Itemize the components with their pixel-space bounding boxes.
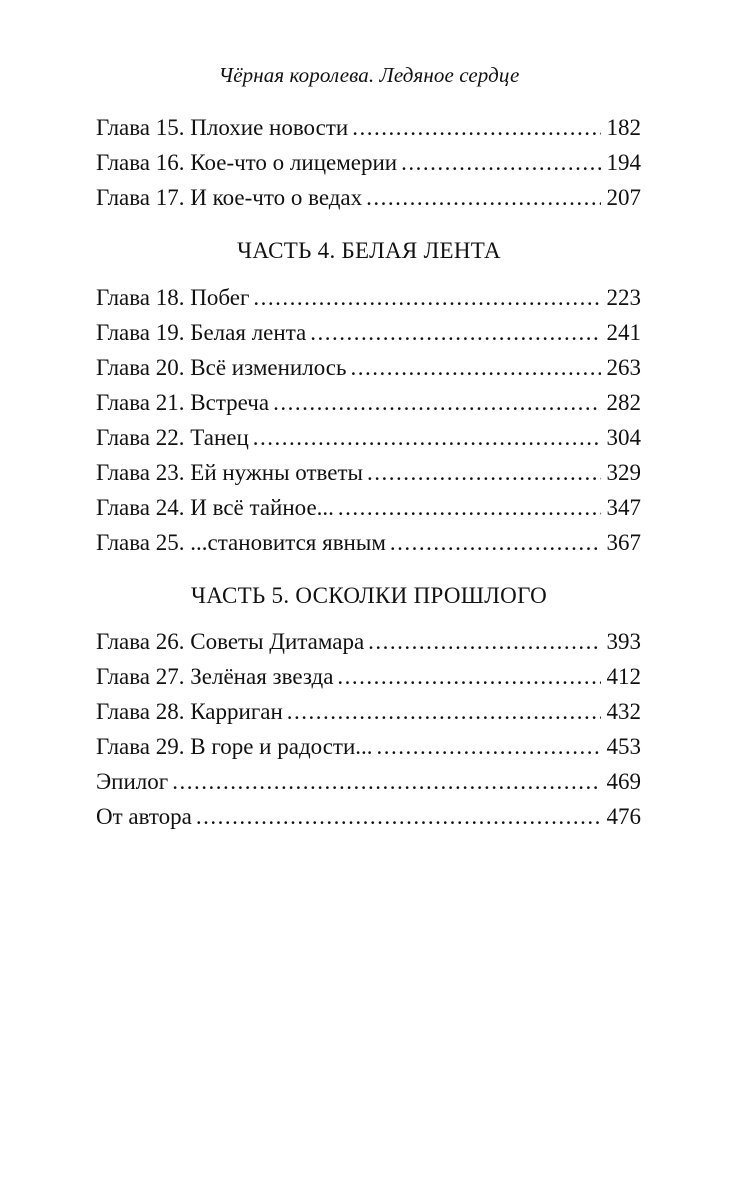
part-5-heading: ЧАСТЬ 5. ОСКОЛКИ ПРОШЛОГО bbox=[190, 583, 548, 608]
toc-entry-title: Глава 26. Советы Дитамара bbox=[96, 629, 365, 654]
toc-entry-page: 194 bbox=[606, 150, 641, 175]
part-4-heading: ЧАСТЬ 4. БЕЛАЯ ЛЕНТА bbox=[237, 238, 501, 263]
toc-entry[interactable] bbox=[96, 145, 641, 180]
toc-entry-title: Глава 24. И всё тайное... bbox=[96, 495, 334, 520]
dot-leader bbox=[367, 455, 601, 490]
dot-leader bbox=[273, 385, 600, 420]
dot-leader bbox=[368, 624, 600, 659]
dot-leader bbox=[338, 490, 601, 525]
dot-leader bbox=[253, 420, 601, 455]
toc-entry[interactable] bbox=[96, 694, 641, 729]
dot-leader bbox=[310, 315, 600, 350]
toc-entry-page: 263 bbox=[606, 355, 641, 380]
toc-entry-title: Глава 23. Ей нужны ответы bbox=[96, 460, 363, 485]
toc-entry-page: 453 bbox=[606, 734, 641, 759]
toc-entry-page: 207 bbox=[606, 185, 641, 210]
dot-leader bbox=[377, 729, 601, 764]
toc-entry[interactable] bbox=[96, 280, 641, 315]
dot-leader bbox=[287, 694, 601, 729]
toc-entry[interactable] bbox=[96, 420, 641, 455]
toc-entry[interactable] bbox=[96, 110, 641, 145]
toc-entry[interactable] bbox=[96, 659, 641, 694]
toc-entry-page: 347 bbox=[606, 495, 641, 520]
toc-group-3 bbox=[96, 624, 641, 834]
dot-leader bbox=[253, 280, 600, 315]
toc-entry-page: 476 bbox=[606, 804, 641, 829]
toc-entry-title: Глава 15. Плохие новости bbox=[96, 115, 349, 140]
toc-entry[interactable] bbox=[96, 624, 641, 659]
toc-entry-title: Глава 17. И кое-что о ведах bbox=[96, 185, 363, 210]
dot-leader bbox=[172, 764, 600, 799]
toc-entry-title: Глава 22. Танец bbox=[96, 425, 249, 450]
toc-entry[interactable] bbox=[96, 729, 641, 764]
toc-entry-page: 469 bbox=[606, 769, 641, 794]
toc-entry-page: 282 bbox=[606, 390, 641, 415]
toc-entry-title: Глава 16. Кое-что о лицемерии bbox=[96, 150, 398, 175]
toc-entry-page: 241 bbox=[606, 320, 641, 345]
toc-entry[interactable] bbox=[96, 490, 641, 525]
toc-entry[interactable] bbox=[96, 764, 641, 799]
toc-entry[interactable] bbox=[96, 525, 641, 560]
toc-entry-title: Глава 28. Карриган bbox=[96, 699, 283, 724]
toc-entry-page: 393 bbox=[606, 629, 641, 654]
toc-entry-page: 304 bbox=[606, 425, 641, 450]
toc-entry-title: Глава 27. Зелёная звезда bbox=[96, 664, 334, 689]
toc-entry-page: 412 bbox=[606, 664, 641, 689]
toc-entry[interactable] bbox=[96, 455, 641, 490]
toc-entry-page: 329 bbox=[606, 460, 641, 485]
toc-entry-title: Глава 29. В горе и радости... bbox=[96, 734, 373, 759]
toc-entry[interactable] bbox=[96, 180, 641, 215]
toc-entry-page: 182 bbox=[606, 115, 641, 140]
dot-leader bbox=[390, 525, 601, 560]
dot-leader bbox=[366, 180, 600, 215]
toc-entry-page: 223 bbox=[606, 285, 641, 310]
toc-entry-title: Эпилог bbox=[96, 769, 169, 794]
toc-entry-title: Глава 20. Всё изменилось bbox=[96, 355, 347, 380]
toc-entry-title: Глава 19. Белая лента bbox=[96, 320, 307, 345]
running-head: Чёрная королева. Ледяное сердце bbox=[218, 63, 520, 87]
toc-entry-page: 367 bbox=[606, 530, 641, 555]
dot-leader bbox=[196, 799, 601, 834]
toc-group-1 bbox=[96, 110, 641, 215]
toc-entry-title: Глава 25. ...становится явным bbox=[96, 530, 386, 555]
toc-entry[interactable] bbox=[96, 799, 641, 834]
dot-leader bbox=[337, 659, 600, 694]
toc-entry[interactable] bbox=[96, 315, 641, 350]
toc-entry-title: От автора bbox=[96, 804, 192, 829]
dot-leader bbox=[352, 110, 600, 145]
dot-leader bbox=[350, 350, 600, 385]
toc-group-2 bbox=[96, 280, 641, 560]
toc-entry-title: Глава 21. Встреча bbox=[96, 390, 270, 415]
toc-entry[interactable] bbox=[96, 350, 641, 385]
toc-entry-page: 432 bbox=[606, 699, 641, 724]
toc-entry[interactable] bbox=[96, 385, 641, 420]
toc-entry-title: Глава 18. Побег bbox=[96, 285, 250, 310]
dot-leader bbox=[401, 145, 600, 180]
